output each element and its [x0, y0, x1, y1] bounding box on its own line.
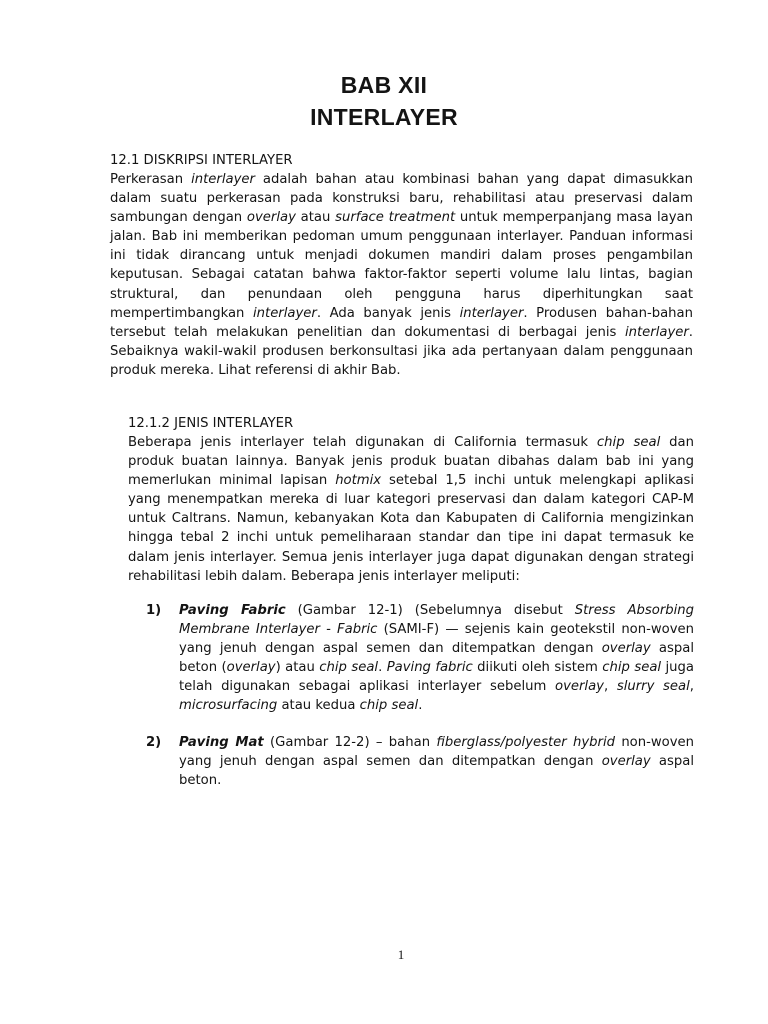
italic-run: interlayer — [253, 305, 317, 321]
italic-run: surface treatment — [335, 210, 456, 226]
text-run: atau — [295, 210, 336, 226]
italic-run: interlayer — [191, 172, 255, 187]
italic-run: Stress Absorbing Membrane Interlayer - Fabric — [179, 603, 695, 638]
italic-run: interlayer — [459, 305, 524, 321]
text-run: setebal 1,5 inchi untuk melengkapi aplikasi yang menempatkan mereka di luar kategori preservasi dan dalam kategori CAP-M untuk Caltrans. Namun, kebanyakan Kota dan Kabupaten di California mengizinkan hingga tebal 2 inchi untuk pemeliharaan standar dan tipe ini dapat termasuk ke dalam jenis interlayer. Semua jenis interlayer juga dapat digunakan dengan strategi rehabilitasi lebih dalam. Beberapa jenis interlayer meliputi: — [128, 473, 694, 584]
text-run: . Sebaiknya wakil-wakil produsen berkonsultasi jika ada pertanyaan dalam penggunaan produk mereka. Lihat referensi di akhir Bab. — [110, 324, 693, 378]
list-item — [128, 601, 694, 716]
text-run: juga telah digunakan sebagai aplikasi interlayer sebelum — [179, 660, 694, 695]
italic-run: chip seal — [602, 660, 662, 676]
interlayer-list-item-1 — [128, 601, 694, 716]
section-paragraph-jenis — [128, 433, 694, 586]
list-item-number: 2) — [146, 735, 162, 750]
text-run: diikuti oleh sistem — [472, 660, 603, 676]
italic-run: microsurfacing — [179, 698, 278, 714]
italic-run: chip seal — [359, 698, 419, 714]
chapter-title: INTERLAYER — [310, 104, 458, 130]
text-run: non-woven yang jenuh dengan aspal semen dan ditempatkan dengan — [179, 735, 695, 770]
italic-run: fiberglass/polyester hybrid — [436, 735, 616, 750]
section-heading-jenis: 12.1.2 JENIS INTERLAYER — [128, 416, 294, 431]
text-run: (SAMI-F) — sejenis kain geotekstil non-woven yang jenuh dengan aspal semen dan ditempatkan dengan — [179, 622, 694, 657]
text-run: , — [603, 679, 617, 695]
italic-run: interlayer — [624, 324, 689, 340]
text-run: . Produsen bahan-bahan tersebut telah melakukan penelitian dan dokumentasi di berbagai jenis — [110, 305, 693, 340]
text-run: atau kedua — [277, 698, 360, 714]
text-run: Beberapa jenis interlayer telah digunakan di California termasuk — [128, 435, 597, 450]
text-run: , — [689, 679, 694, 695]
section-heading-deskripsi: 12.1 DISKRIPSI INTERLAYER — [110, 153, 293, 168]
text-run: aspal beton. — [179, 754, 695, 789]
list-item-term: Paving Mat — [179, 735, 264, 750]
text-run: . — [378, 660, 387, 676]
text-run: (Gambar 12-1) (Sebelumnya disebut — [285, 603, 575, 618]
interlayer-list-item-2 — [128, 733, 694, 790]
italic-run: overlay — [601, 754, 651, 770]
italic-run: chip seal — [319, 660, 379, 676]
list-item-text — [179, 735, 694, 788]
page-number: 1 — [397, 947, 405, 962]
list-item — [128, 733, 694, 790]
text-run: untuk memperpanjang masa layan jalan. Bab ini memberikan pedoman umum penggunaan interlayer. Panduan informasi ini tidak dirancang untuk menjadi dokumen mandiri dalam proses pengambilan keputusan. Sebagai catatan bahwa faktor-faktor seperti volume lalu lintas, bagian struktural, dan penundaan oleh pengguna harus diperhitungkan saat mempertimbangkan — [110, 210, 694, 321]
italic-run: overlay — [246, 210, 296, 226]
text-run: adalah bahan atau kombinasi bahan yang dapat dimasukkan dalam suatu perkerasan pada konstruksi baru, rehabilitasi atau preservasi dalam sambungan dengan — [110, 172, 693, 226]
italic-run: overlay — [555, 679, 604, 695]
text-run: aspal beton ( — [179, 641, 695, 676]
list-item-text — [179, 603, 694, 713]
italic-run: chip seal — [596, 435, 661, 450]
text-run: . Ada banyak jenis — [316, 305, 460, 321]
italic-run: Paving fabric — [386, 660, 473, 676]
text-run: (Gambar 12-2) – bahan — [263, 735, 437, 750]
list-item-number: 1) — [146, 603, 162, 618]
list-item-description — [179, 603, 694, 713]
italic-run: hotmix — [335, 473, 382, 489]
chapter-number: BAB XII — [340, 72, 428, 98]
section-paragraph-deskripsi — [110, 170, 693, 380]
text-run: dan produk buatan lainnya. Banyak jenis produk buatan dibahas dalam bab ini yang memerlukan minimal lapisan — [128, 435, 694, 489]
italic-run: overlay — [601, 641, 651, 657]
italic-run: overlay — [226, 660, 276, 676]
list-item-term: Paving Fabric — [179, 603, 286, 618]
text-run: . — [418, 698, 423, 714]
text-run: Perkerasan — [110, 172, 192, 187]
italic-run: slurry seal — [616, 679, 690, 695]
text-run: ) atau — [275, 660, 320, 676]
